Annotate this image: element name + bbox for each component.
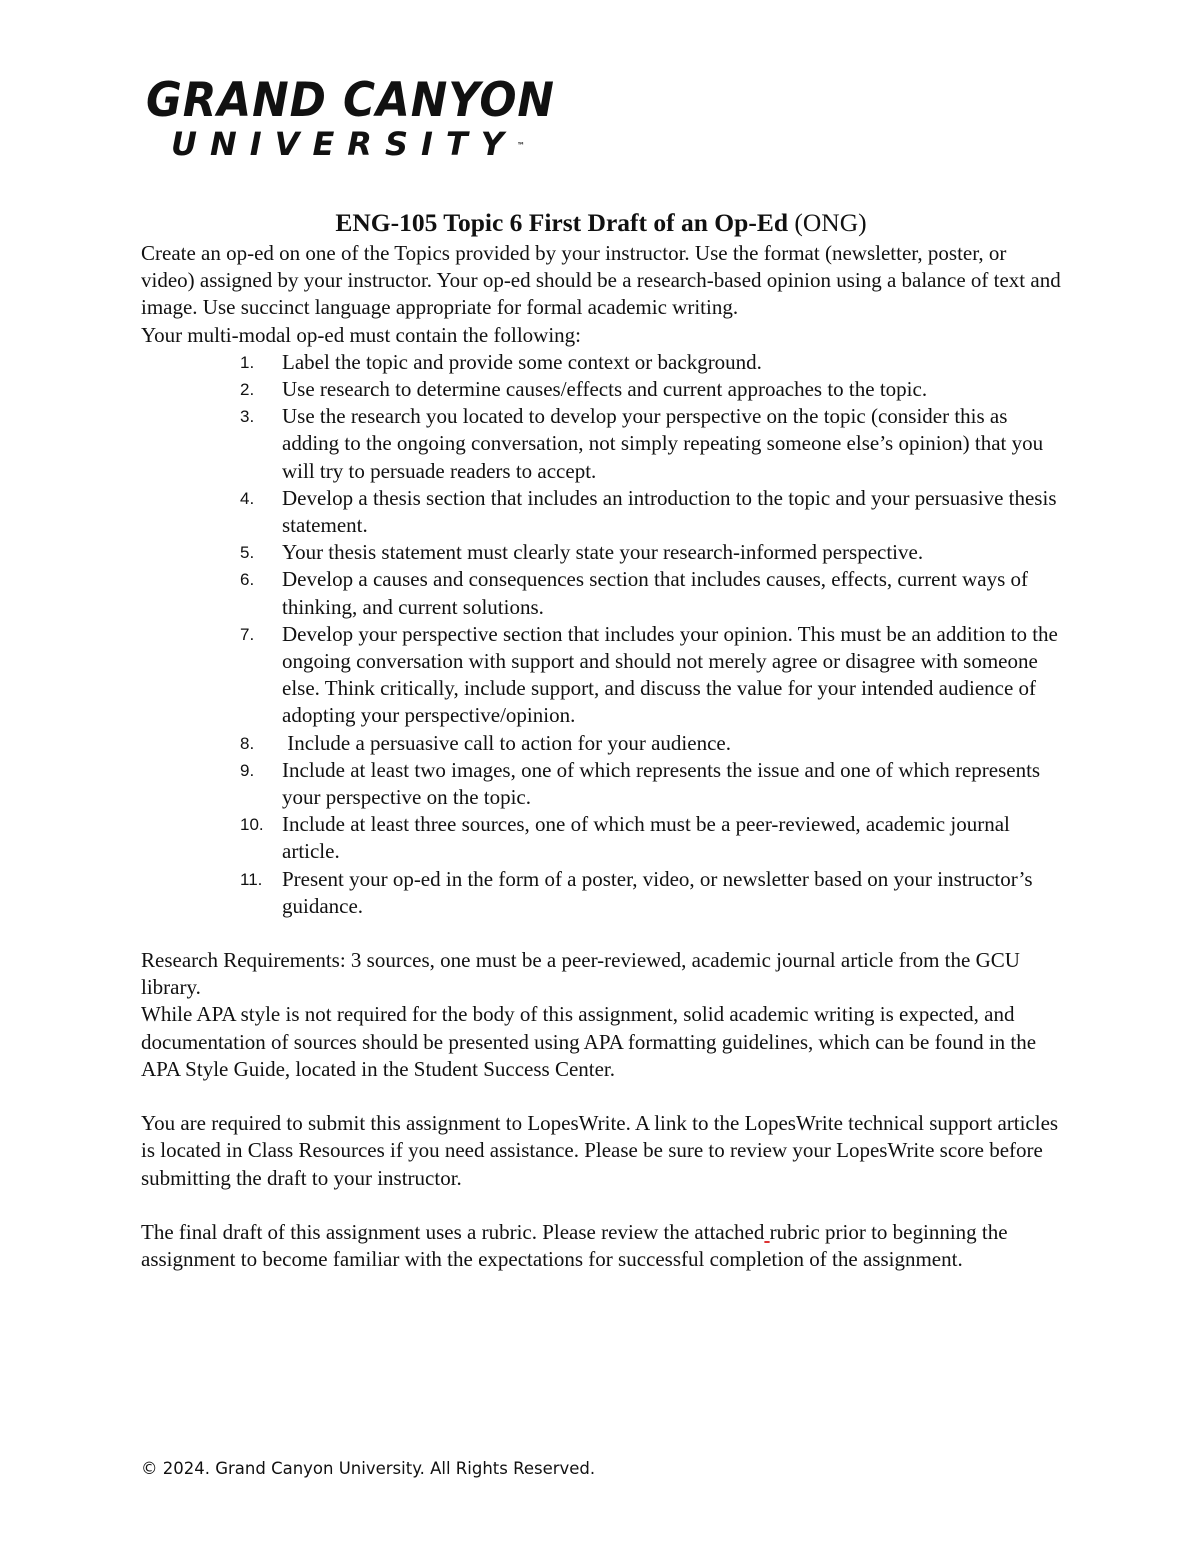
- list-item: [141, 730, 1061, 757]
- list-item: [141, 403, 1061, 485]
- list-number: 10.: [240, 815, 264, 835]
- paragraph-gap: [141, 1192, 1061, 1219]
- apa-paragraph: While APA style is not required for the body of this assignment, solid academic writing is expected, and documentation of sources should be presented using APA formatting guidelines, which can be found in the APA Style Guide, located in the Student Success Center.: [141, 1002, 1037, 1081]
- list-text: Develop a thesis section that includes an introduction to the topic and your persuasive thesis statement.: [282, 485, 1057, 538]
- rubric-text-end: rubric prior to beginning the assignment to become familiar with the expectations for successful completion of the assignment.: [141, 1219, 1008, 1271]
- logo-university-text: UNIVERSITY: [171, 125, 517, 163]
- requirements-list: [141, 349, 1061, 920]
- list-heading: Your multi-modal op-ed must contain the following:: [141, 322, 581, 347]
- list-item: [141, 811, 1061, 865]
- list-text: Present your op-ed in the form of a poster, video, or newsletter based on your instructor’s guidance.: [282, 866, 1033, 918]
- logo-line-university: [171, 126, 525, 162]
- list-item: [141, 566, 1061, 620]
- university-logo: [146, 73, 556, 166]
- list-number: 4.: [240, 488, 255, 508]
- rubric-text-start: The final draft of this assignment uses a rubric. Please review the attached: [141, 1219, 765, 1244]
- title-bold: ENG-105 Topic 6 First Draft of an Op-Ed: [335, 208, 789, 237]
- list-number: 9.: [240, 760, 255, 780]
- rubric-paragraph: [141, 1219, 1061, 1273]
- list-number: 1.: [240, 352, 255, 372]
- document-title: [141, 208, 1061, 238]
- list-item: [141, 376, 1061, 403]
- list-item: [141, 539, 1061, 566]
- copyright-footer: © 2024. Grand Canyon University. All Rights Reserved.: [141, 1459, 596, 1478]
- list-text: Develop your perspective section that includes your opinion. This must be an addition to the ongoing conversation with support and should not merely agree or disagree with someone else. Think critically, include support, and discuss the value for your intended audience of adopting your perspective/opinion.: [282, 621, 1058, 728]
- list-number: 6.: [240, 570, 255, 590]
- list-number: 3.: [240, 407, 255, 427]
- list-item: [141, 621, 1061, 730]
- list-item: [141, 349, 1061, 376]
- paragraph-gap: [141, 920, 1061, 947]
- research-requirements: Research Requirements: 3 sources, one must be a peer-reviewed, academic journal article from the GCU library.: [141, 948, 1020, 1000]
- list-number: 8.: [240, 733, 255, 753]
- list-item: [141, 757, 1061, 811]
- list-item: [141, 866, 1061, 920]
- list-text: Include at least three sources, one of which must be a peer-reviewed, academic journal article.: [282, 812, 1010, 864]
- document-body: [141, 208, 1061, 1273]
- logo-line-grand-canyon: GRAND CANYON: [146, 73, 555, 128]
- list-text: Develop a causes and consequences section that includes causes, effects, current ways of thinking, and current solutions.: [282, 567, 1028, 619]
- list-item: [141, 485, 1061, 539]
- list-number: 11.: [240, 869, 263, 889]
- list-number: 7.: [240, 624, 255, 644]
- intro-paragraph: Create an op-ed on one of the Topics provided by your instructor. Use the format (newsletter, poster, or video) assigned by your instructor. Your op-ed should be a research-based opinion using a balance of text and image. Use succinct language appropriate for formal academic writing.: [141, 241, 1061, 320]
- list-text: Label the topic and provide some context or background.: [282, 349, 762, 374]
- list-text: Include a persuasive call to action for your audience.: [282, 730, 731, 755]
- list-number: 2.: [240, 380, 255, 400]
- trademark-symbol: ™: [516, 141, 525, 150]
- list-text: Use research to determine causes/effects and current approaches to the topic.: [282, 377, 928, 402]
- list-number: 5.: [240, 543, 255, 563]
- lopeswrite-paragraph: You are required to submit this assignment to LopesWrite. A link to the LopesWrite technical support articles is located in Class Resources if you need assistance. Please be sure to review your LopesWrite score before submitting the draft to your instructor.: [141, 1111, 1059, 1190]
- list-text: Use the research you located to develop your perspective on the topic (consider this as adding to the ongoing conversation, not simply repeating someone else’s opinion) that you will try to persuade readers to accept.: [282, 404, 1044, 483]
- list-text: Your thesis statement must clearly state your research-informed perspective.: [282, 540, 924, 565]
- paragraph-gap: [141, 1083, 1061, 1110]
- list-text: Include at least two images, one of which represents the issue and one of which represents your perspective on the topic.: [282, 757, 1041, 810]
- title-suffix: (ONG): [788, 208, 867, 237]
